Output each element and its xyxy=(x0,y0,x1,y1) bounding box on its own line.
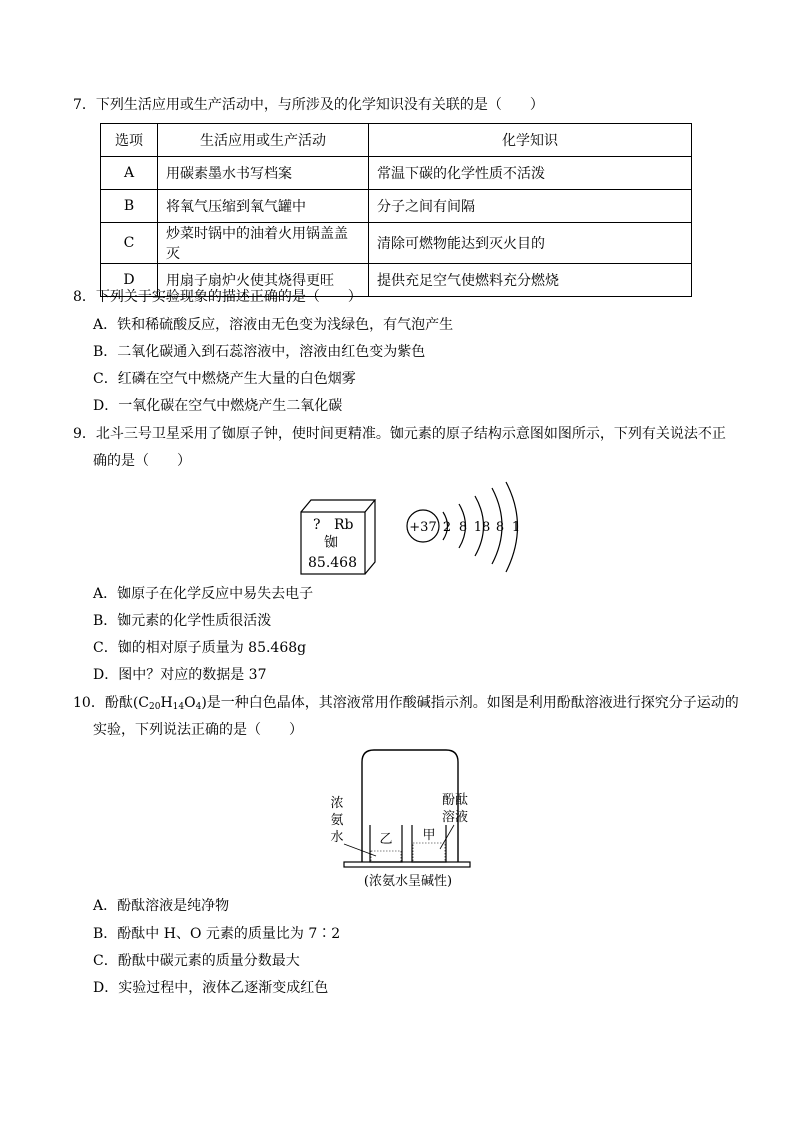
element-number: ? xyxy=(313,517,321,533)
q8-option-c: C．红磷在空气中燃烧产生大量的白色烟雾 xyxy=(93,371,356,387)
q7-table xyxy=(100,123,692,297)
header-activity: 生活应用或生产活动 xyxy=(158,124,369,157)
row-option: D xyxy=(101,264,158,297)
shell-electrons: 1 xyxy=(511,520,521,535)
row-activity: 将氧气压缩到氧气罐中 xyxy=(158,190,369,223)
q10-option-d: D．实验过程中，液体乙逐渐变成红色 xyxy=(93,980,329,996)
row-knowledge: 常温下碳的化学性质不活泼 xyxy=(369,157,692,190)
table-header-row xyxy=(101,124,692,157)
ammonia-label-line: 氨 xyxy=(330,813,344,828)
formula-part: O xyxy=(184,695,196,711)
row-knowledge: 分子之间有间隔 xyxy=(369,190,692,223)
q9-stem-line1: 9．北斗三号卫星采用了铷原子钟，使时间更精准。铷元素的原子结构示意图如图所示，下列有关说法不正 xyxy=(73,426,726,442)
row-knowledge: 提供充足空气使燃料充分燃烧 xyxy=(369,264,692,297)
header-option: 选项 xyxy=(101,124,158,157)
shell-electrons: 2 xyxy=(442,520,452,535)
q8-option-d: D．一氧化碳在空气中燃烧产生二氧化碳 xyxy=(93,398,343,414)
phenolphthalein-label-line: 酚酞 xyxy=(441,793,468,808)
q9-option-c: C．铷的相对原子质量为 85.468g xyxy=(93,640,307,656)
ammonia-pointer xyxy=(344,844,376,856)
q10-option-a: A．酚酞溶液是纯净物 xyxy=(93,898,230,914)
q9-option-d: D．图中？对应的数据是 37 xyxy=(93,667,267,683)
row-activity: 用扇子扇炉火使其烧得更旺 xyxy=(158,264,369,297)
element-symbol: Rb xyxy=(334,517,354,533)
row-option: C xyxy=(101,223,158,264)
table-row xyxy=(101,223,692,264)
q9-stem-line2: 确的是（ ） xyxy=(93,453,191,469)
rubidium-figure xyxy=(296,478,526,578)
q7-stem: 7．下列生活应用或生产活动中，与所涉及的化学知识没有关联的是（ ） xyxy=(73,97,544,113)
element-name: 铷 xyxy=(324,535,338,551)
row-knowledge: 清除可燃物能达到灭火目的 xyxy=(369,223,692,264)
q8-option-a: A．铁和稀硫酸反应，溶液由无色变为浅绿色，有气泡产生 xyxy=(93,317,454,333)
header-knowledge: 化学知识 xyxy=(369,124,692,157)
q9-option-b: B．铷元素的化学性质很活泼 xyxy=(93,613,272,629)
base-plate xyxy=(344,862,470,867)
formula-subscript: 14 xyxy=(172,702,185,712)
shell-electrons: 8 xyxy=(458,520,468,535)
beaker-left-label: 乙 xyxy=(379,832,393,847)
table-row xyxy=(101,157,692,190)
q8-stem: 8．下列关于实验现象的描述正确的是（ ） xyxy=(73,289,362,305)
q10-option-b: B．酚酞中 H、O 元素的质量比为 7∶2 xyxy=(93,926,341,942)
formula-part: H xyxy=(160,695,173,711)
table-row xyxy=(101,190,692,223)
liquid-left xyxy=(371,851,401,862)
beaker-right-label: 甲 xyxy=(422,828,436,843)
nucleus-charge: +37 xyxy=(409,520,437,535)
q8-option-b: B．二氧化碳通入到石蕊溶液中，溶液由红色变为紫色 xyxy=(93,344,426,360)
ammonia-label-line: 水 xyxy=(330,830,344,845)
q10-option-c: C．酚酞中碳元素的质量分数最大 xyxy=(93,953,300,969)
row-activity: 用碳素墨水书写档案 xyxy=(158,157,369,190)
row-activity: 炒菜时锅中的油着火用锅盖盖灭 xyxy=(158,223,369,264)
ammonia-label-line: 浓 xyxy=(330,796,344,811)
q10-stem-pre: 10．酚酞(C xyxy=(73,695,149,711)
q10-stem-line1 xyxy=(73,693,739,717)
shell-electrons: 18 xyxy=(473,520,491,535)
ammonia-experiment-figure xyxy=(322,746,472,892)
element-mass: 85.468 xyxy=(308,555,357,571)
phenolphthalein-label-line: 溶液 xyxy=(441,810,468,825)
row-option: B xyxy=(101,190,158,223)
formula-subscript: 20 xyxy=(149,702,161,712)
figure-caption: (浓氨水呈碱性) xyxy=(363,874,453,889)
q10-stem-line2: 实验，下列说法正确的是（ ） xyxy=(93,722,303,738)
formula-subscript: 4 xyxy=(195,702,202,712)
row-option: A xyxy=(101,157,158,190)
q10-stem-post: )是一种白色晶体，其溶液常用作酸碱指示剂。如图是利用酚酞溶液进行探究分子运动的 xyxy=(201,695,739,711)
phenolphthalein-pointer xyxy=(440,825,454,849)
shell-electrons: 8 xyxy=(495,520,505,535)
q9-option-a: A．铷原子在化学反应中易失去电子 xyxy=(93,586,314,602)
liquid-right xyxy=(413,843,445,862)
